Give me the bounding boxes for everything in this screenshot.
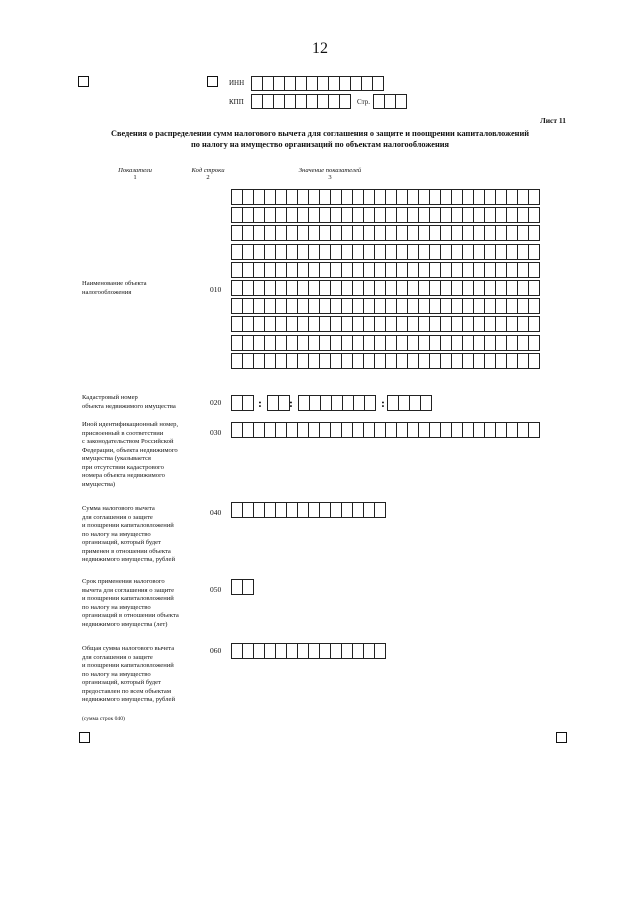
other-id-field[interactable] [231, 422, 539, 438]
field-060-note: (сумма строк 040) [82, 716, 125, 722]
char-cell[interactable] [339, 94, 351, 109]
char-cell[interactable] [242, 579, 254, 595]
char-cell[interactable] [528, 244, 540, 260]
field-030-code: 030 [210, 428, 222, 437]
field-020-code: 020 [210, 398, 222, 407]
cadastral-separator: : [381, 396, 385, 410]
field-010-label: Наименование объекта налогообложения [82, 280, 147, 296]
field-040-label: Сумма налогового вычета для соглашения о защите и поощрении капиталовложений по налогу на имущество организаций, который будет применен в отношении объекта недвижимого имущества, рублей [82, 505, 175, 563]
char-cell[interactable] [364, 395, 376, 411]
object-name-row[interactable] [231, 262, 539, 278]
cadastral-part-3[interactable] [298, 395, 375, 411]
cadastral-part-4[interactable] [387, 395, 431, 411]
char-cell[interactable] [528, 207, 540, 223]
char-cell[interactable] [395, 94, 407, 109]
field-030-label: Иной идентификационный номер, присвоенный в соответствии с законодательством Российской Федерации, объекта недвижимого имущества (указывается при отсутствии кадастрового номера объекта недвижимого имущества) [82, 421, 179, 488]
char-cell[interactable] [528, 298, 540, 314]
inn-label: ИНН [229, 79, 245, 87]
object-name-row[interactable] [231, 298, 539, 314]
page-number-field[interactable] [373, 94, 406, 109]
field-060-label: Общая сумма налогового вычета для соглашения о защите и поощрении капиталовложений по налогу на имущество организаций, который будет предоставлен по всем объектам недвижимого имущества, рублей [82, 645, 175, 703]
page-number: 12 [312, 40, 328, 57]
object-name-row[interactable] [231, 280, 539, 296]
column-header-values: Значение показателей 3 [298, 167, 362, 181]
kpp-field[interactable] [251, 94, 350, 109]
field-060-code: 060 [210, 646, 222, 655]
corner-marker-bottom-left [79, 732, 90, 743]
object-name-row[interactable] [231, 335, 539, 351]
cadastral-part-2[interactable] [267, 395, 289, 411]
deduction-period-field[interactable] [231, 579, 253, 595]
section-title [60, 128, 580, 150]
field-020-label: Кадастровый номер объекта недвижимого имущества [82, 394, 176, 410]
object-name-row[interactable] [231, 225, 539, 241]
field-050-code: 050 [210, 585, 222, 594]
object-name-row[interactable] [231, 207, 539, 223]
object-name-row[interactable] [231, 244, 539, 260]
field-010-code: 010 [210, 285, 222, 294]
object-name-row[interactable] [231, 353, 539, 369]
total-amount-field[interactable] [231, 643, 385, 659]
cadastral-separator: : [289, 396, 293, 410]
object-name-row[interactable] [231, 189, 539, 205]
char-cell[interactable] [374, 643, 386, 659]
char-cell[interactable] [528, 335, 540, 351]
cadastral-part-1[interactable] [231, 395, 253, 411]
field-040-code: 040 [210, 508, 222, 517]
char-cell[interactable] [374, 502, 386, 518]
object-name-row[interactable] [231, 316, 539, 332]
page-label: Стр. [357, 98, 370, 106]
char-cell[interactable] [372, 76, 384, 91]
char-cell[interactable] [528, 225, 540, 241]
section-title-line-2: по налогу на имущество организаций по объектам налогообложения [191, 140, 449, 149]
char-cell[interactable] [528, 353, 540, 369]
char-cell[interactable] [528, 262, 540, 278]
char-cell[interactable] [528, 189, 540, 205]
section-title-line-1: Сведения о распределении сумм налогового вычета для соглашения о защите и поощрении капиталовложений [110, 129, 529, 138]
column-header-indicators: Показатели 1 [118, 167, 152, 181]
char-cell[interactable] [528, 422, 540, 438]
column-header-line-code: Код строки 2 [191, 167, 225, 181]
char-cell[interactable] [528, 280, 540, 296]
corner-marker-top-left [78, 76, 89, 87]
sheet-label: Лист 11 [540, 116, 566, 125]
inn-field[interactable] [251, 76, 383, 91]
char-cell[interactable] [420, 395, 432, 411]
corner-marker-top-right [207, 76, 218, 87]
cadastral-separator: : [258, 396, 262, 410]
field-050-label: Срок применения налогового вычета для соглашения о защите и поощрении капиталовложений по налогу на имущество организаций в отношении объекта недвижимого имущества (лет) [82, 578, 179, 628]
corner-marker-bottom-right [556, 732, 567, 743]
kpp-label: КПП [229, 98, 244, 106]
deduction-amount-field[interactable] [231, 502, 385, 518]
char-cell[interactable] [528, 316, 540, 332]
char-cell[interactable] [242, 395, 254, 411]
